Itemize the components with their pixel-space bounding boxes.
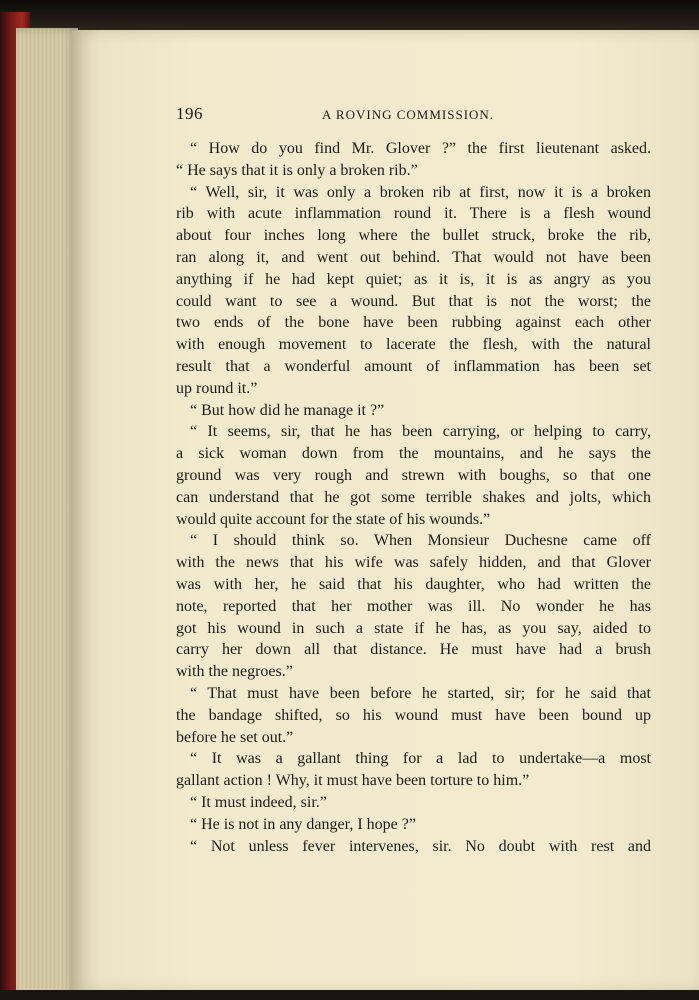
text-line: rib with acute inflammation round it. There is a flesh wound <box>176 205 651 223</box>
text-line: could want to see a wound. But that is not the worst; the <box>176 292 651 310</box>
text-line: “ I should think so. When Monsieur Duchesne came off <box>190 532 651 550</box>
text-line: anything if he had kept quiet; as it is, it is as angry as you <box>176 270 651 288</box>
text-line: ran along it, and went out behind. That would not have been <box>176 248 651 266</box>
text-line: two ends of the bone have been rubbing against each other <box>176 314 651 332</box>
text-line: up round it.” <box>176 379 258 397</box>
text-line: ground was very rough and strewn with boughs, so that one <box>176 466 651 484</box>
text-line: gallant action ! Why, it must have been torture to him.” <box>176 772 530 790</box>
text-line: a sick woman down from the mountains, and he says the <box>176 445 651 463</box>
page-stack-edge <box>16 28 78 1000</box>
text-line: with the negroes.” <box>176 663 293 681</box>
text-line: “ Not unless fever intervenes, sir. No doubt with rest and <box>190 837 651 855</box>
text-line: “ That must have been before he started, sir; for he said that <box>190 684 651 702</box>
text-line: with enough movement to lacerate the flesh, with the natural <box>176 336 651 354</box>
running-head: A ROVING COMMISSION. <box>322 107 495 122</box>
text-line: “ Well, sir, it was only a broken rib at first, now it is a broken <box>190 183 651 201</box>
text-line: “ But how did he manage it ?” <box>190 401 385 419</box>
text-line: before he set out.” <box>176 728 294 746</box>
text-line: can understand that he got some terrible shakes and jolts, which <box>176 488 651 506</box>
text-line: “ He is not in any danger, I hope ?” <box>190 815 416 833</box>
text-line: the bandage shifted, so his wound must have been bound up <box>176 706 651 724</box>
text-line: “ It seems, sir, that he has been carrying, or helping to carry, <box>190 423 651 441</box>
text-line: got his wound in such a state if he has, as you say, aided to <box>176 619 651 637</box>
bottom-shadow <box>0 990 699 1000</box>
text-line: note, reported that her mother was ill. No wonder he has <box>176 597 651 615</box>
page-header <box>176 104 651 126</box>
page-number: 196 <box>176 104 203 123</box>
text-line: with the news that his wife was safely hidden, and that Glover <box>176 554 651 572</box>
text-line: about four inches long where the bullet struck, broke the rib, <box>176 227 651 245</box>
text-line: “ It was a gallant thing for a lad to undertake—a most <box>190 750 651 768</box>
text-line: result that a wonderful amount of inflammation has been set <box>176 357 651 375</box>
text-line: “ He says that it is only a broken rib.” <box>176 161 418 179</box>
text-line: “ How do you find Mr. Glover ?” the first lieutenant asked. <box>190 140 651 157</box>
text-line: would quite account for the state of his wounds.” <box>176 510 491 528</box>
text-line: “ It must indeed, sir.” <box>190 793 327 811</box>
text-line: was with her, he said that his daughter, who had written the <box>176 575 651 593</box>
text-line: carry her down all that distance. He must have had a brush <box>176 641 651 659</box>
body-text <box>176 138 651 857</box>
